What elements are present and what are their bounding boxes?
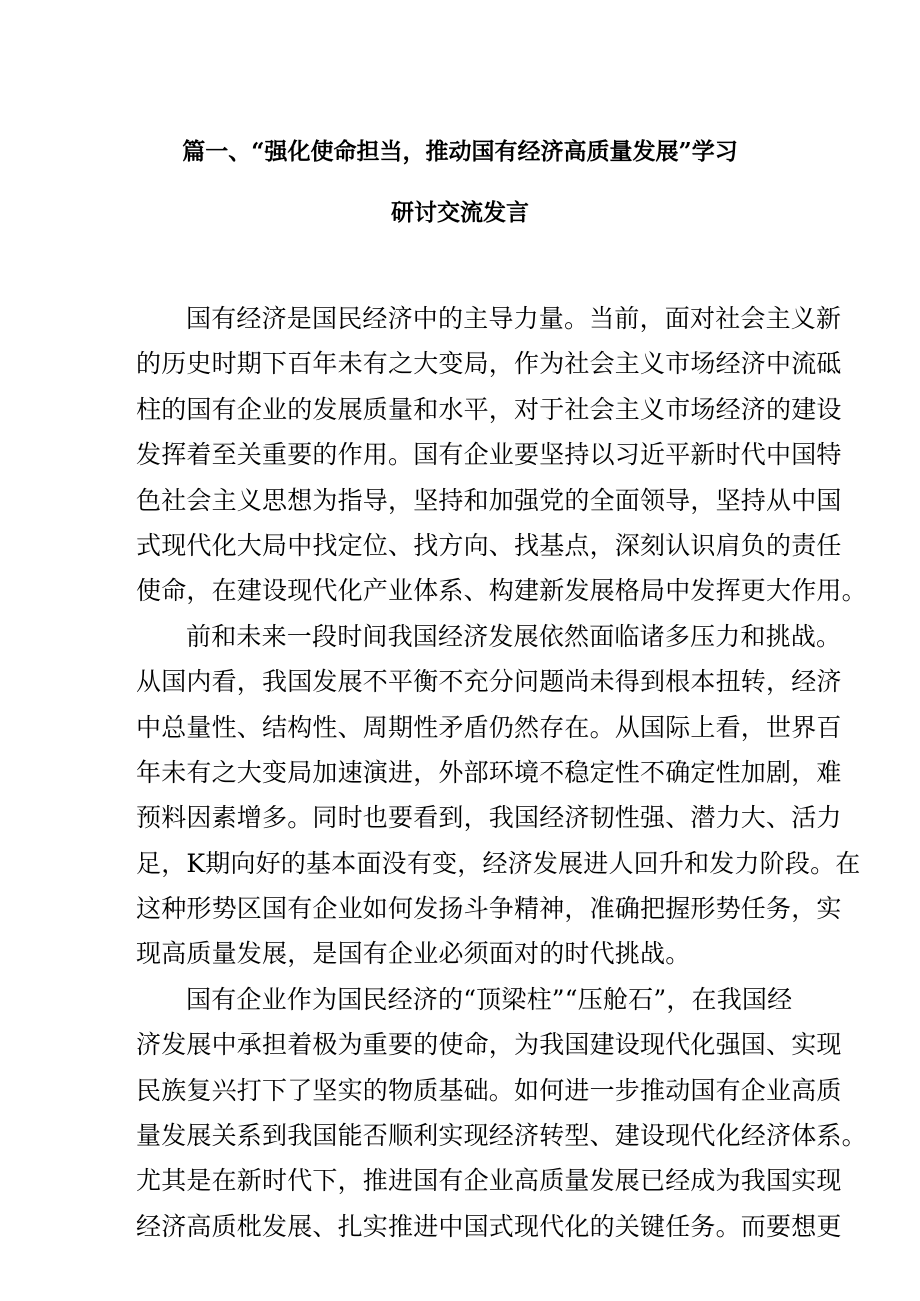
- body-line: 量发展关系到我国能否顺利实现经济转型、建设现代化经济体系。: [136, 1121, 867, 1151]
- body-line: 发挥着至关重要的作用。国有企业要坚持以习近平新时代中国特: [136, 440, 842, 470]
- body-line: 国有企业作为国民经济的“顶梁柱”“压舱石”，在我国经: [186, 984, 793, 1014]
- body-line: 的历史时期下百年未有之大变局，作为社会主义市场经济中流砥: [136, 349, 842, 379]
- body-line: 现高质量发展，是国有企业必须面对的时代挑战。: [136, 939, 691, 969]
- document-title-line-1: 篇一、“强化使命担当，推动国有经济高质量发展”学习: [182, 138, 738, 165]
- body-line: 济发展中承担着极为重要的使命，为我国建设现代化强国、实现: [136, 1030, 842, 1060]
- body-line: 国有经济是国民经济中的主导力量。当前，面对社会主义新: [186, 304, 842, 333]
- body-line: 式现代化大局中找定位、找方向、找基点，深刻认识肩负的责任: [136, 530, 842, 560]
- body-line: 色社会主义思想为指导，坚持和加强党的全面领导，坚持从中国: [136, 485, 842, 515]
- body-line: 年未有之大变局加速演进，外部环境不稳定性不确定性加剧，难: [136, 757, 842, 787]
- body-line: 使命，在建设现代化产业体系、构建新发展格局中发挥更大作用。: [136, 576, 867, 606]
- body-line: 中总量性、结构性、周期性矛盾仍然存在。从国际上看，世界百: [136, 712, 842, 742]
- body-line: 足，K期向好的基本面没有变，经济发展进人回升和发力阶段。在: [136, 848, 861, 878]
- body-line: 预料因素增多。同时也要看到，我国经济韧性强、潜力大、活力: [136, 803, 842, 833]
- body-line: 前和未来一段时间我国经济发展依然面临诸多压力和挑战。: [186, 621, 842, 651]
- body-line: 经济高质枇发展、扎实推进中国式现代化的关键任务。而要想更: [136, 1211, 842, 1241]
- body-line: 柱的国有企业的发展质量和水平，对于社会主义市场经济的建设: [136, 394, 842, 424]
- body-line: 尤其是在新时代下，推进国有企业高质量发展已经成为我国实现: [136, 1166, 842, 1196]
- body-line: 民族复兴打下了坚实的物质基础。如何进一步推动国有企业高质: [136, 1075, 842, 1105]
- body-line: 从国内看，我国发展不平衡不充分问题尚未得到根本扭转，经济: [136, 667, 842, 697]
- document-body: [136, 296, 867, 1249]
- body-line: 这种形势区国有企业如何发扬斗争精神，准确把握形势任务，实: [136, 894, 842, 924]
- document-title-line-2: 研讨交流发言: [391, 199, 529, 226]
